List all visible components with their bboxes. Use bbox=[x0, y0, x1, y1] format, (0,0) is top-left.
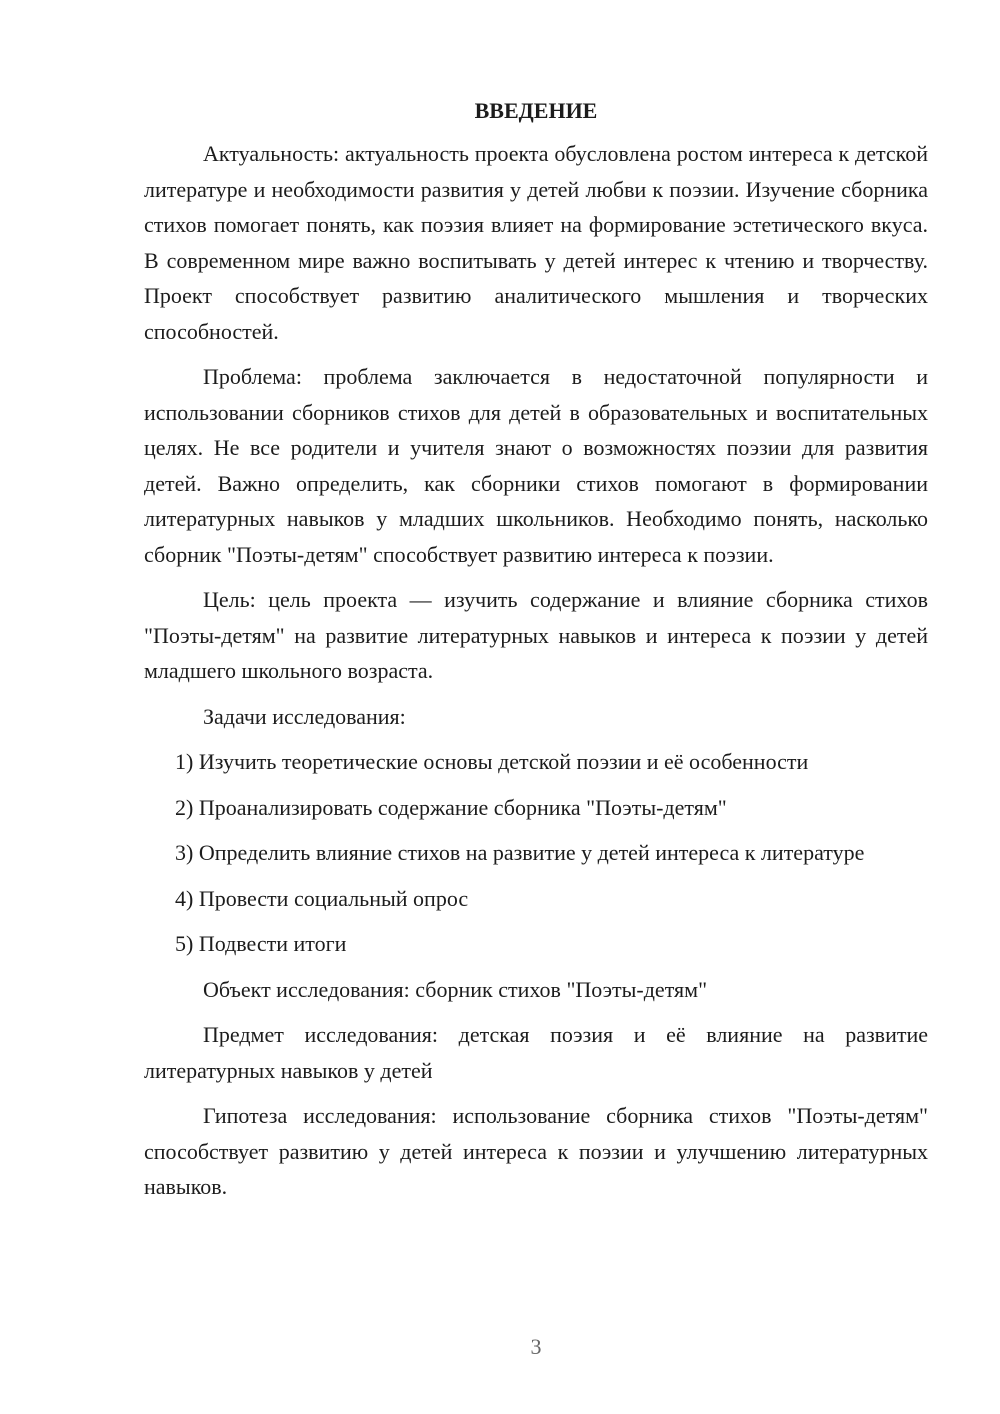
paragraph-hypothesis: Гипотеза исследования: использование сборника стихов "Поэты-детям" способствует развитию у детей интереса к поэзии и улучшению литературных навыков. bbox=[144, 1103, 928, 1199]
task-item-5: 5) Подвести итоги bbox=[175, 931, 347, 956]
page-content bbox=[144, 96, 928, 1215]
page-number: 3 bbox=[530, 1334, 542, 1359]
task-item-2: 2) Проанализировать содержание сборника "Поэты-детям" bbox=[175, 794, 727, 820]
paragraph-goal: Цель: цель проекта — изучить содержание и влияние сборника стихов "Поэты-детям" на развитие литературных навыков и интереса к поэзии у детей младшего школьного возраста. bbox=[144, 587, 928, 683]
paragraph-subject: Предмет исследования: детская поэзия и её влияние на развитие литературных навыков у детей bbox=[144, 1022, 928, 1083]
paragraph-object: Объект исследования: сборник стихов "Поэты-детям" bbox=[203, 976, 708, 1002]
paragraph-problem: Проблема: проблема заключается в недостаточной популярности и использовании сборников стихов для детей в образовательных и воспитательных целях. Не все родители и учителя знают о возможностях поэзии для развития детей. Важно определить, как сборники стихов помогают в формировании литературных навыков у младших школьников. Необходимо понять, насколько сборник "Поэты-детям" способствует развитию интереса к поэзии. bbox=[144, 364, 928, 567]
section-heading: ВВЕДЕНИЕ bbox=[474, 98, 598, 123]
task-item-3: 3) Определить влияние стихов на развитие у детей интереса к литературе bbox=[175, 840, 865, 865]
paragraph-relevance: Актуальность: актуальность проекта обусловлена ростом интереса к детской литературе и необходимости развития у детей любви к поэзии. Изучение сборника стихов помогает понять, как поэзия влияет на формирование эстетического вкуса. В современном мире важно воспитывать у детей интерес к чтению и творчеству. Проект способствует развитию аналитического мышления и творческих способностей. bbox=[144, 141, 928, 344]
paragraph-tasks-title: Задачи исследования: bbox=[203, 703, 406, 729]
task-item-4: 4) Провести социальный опрос bbox=[175, 885, 469, 911]
task-item-1: 1) Изучить теоретические основы детской поэзии и её особенности bbox=[175, 749, 809, 774]
